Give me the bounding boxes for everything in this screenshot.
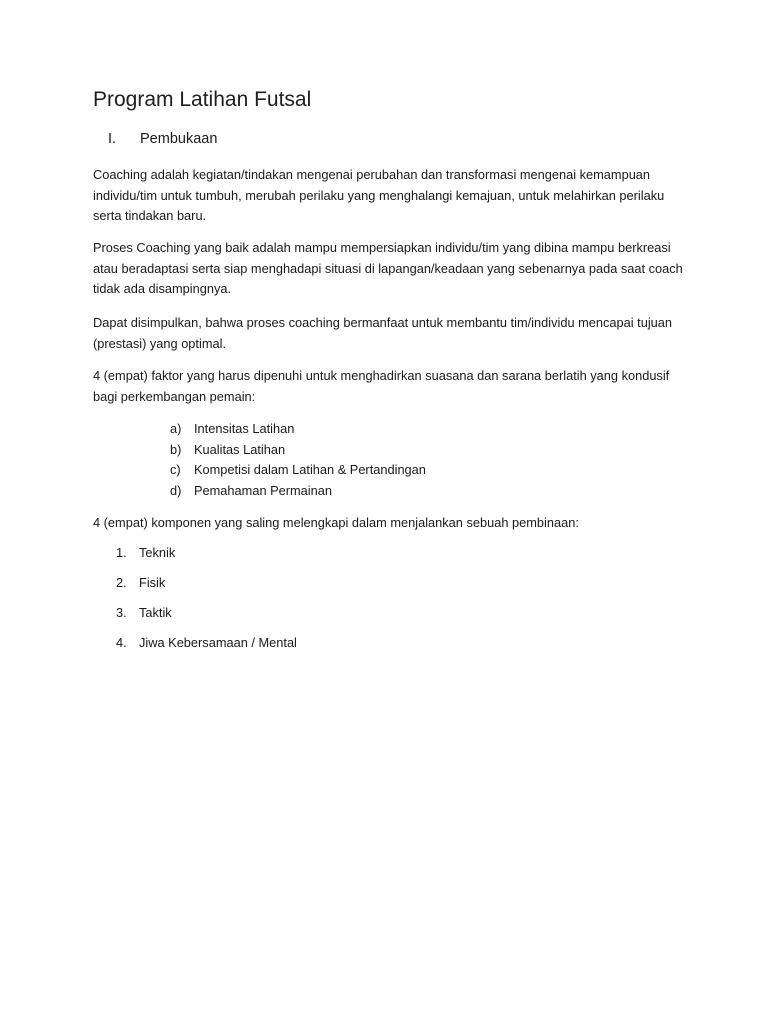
list-marker: 2. — [116, 575, 127, 590]
list-item-text: Kualitas Latihan — [194, 441, 286, 457]
document-title: Program Latihan Futsal — [93, 88, 312, 111]
section-number: I. — [108, 131, 117, 147]
paragraph-factors-intro: 4 (empat) faktor yang harus dipenuhi untuk menghadirkan suasana dan sarana berlatih yang kondusif bagi perkembangan pemain: — [93, 368, 670, 404]
list-item-text: Fisik — [139, 575, 166, 590]
list-marker: 4. — [116, 635, 127, 650]
list-item-text: Intensitas Latihan — [194, 421, 295, 436]
list-item-text: Pemahaman Permainan — [194, 482, 332, 498]
list-marker: a) — [170, 421, 182, 436]
paragraph-coaching-process: Proses Coaching yang baik adalah mampu mempersiapkan individu/tim yang dibina mampu berkreasi atau beradaptasi serta siap menghadapi situasi di lapangan/keadaan yang sebenarnya pada saat coach tidak ada disampingnya. — [93, 240, 683, 296]
list-item-text: Jiwa Kebersamaan / Mental — [139, 635, 297, 650]
list-item-text: Taktik — [139, 605, 172, 620]
paragraph-components-intro: 4 (empat) komponen yang saling melengkapi dalam menjalankan sebuah pembinaan: — [93, 515, 579, 530]
list-item-text: Kompetisi dalam Latihan & Pertandingan — [194, 462, 426, 477]
list-marker: 3. — [116, 605, 127, 620]
list-marker: 1. — [116, 545, 127, 560]
section-label: Pembukaan — [140, 131, 218, 147]
list-marker: c) — [170, 462, 181, 477]
paragraph-coaching-definition: Coaching adalah kegiatan/tindakan mengenai perubahan dan transformasi mengenai kemampuan individu/tim untuk tumbuh, merubah perilaku yang menghalangi kemajuan, untuk melahirkan perilaku serta tindakan baru. — [93, 167, 665, 223]
list-item-text: Teknik — [139, 545, 176, 560]
list-marker: d) — [170, 482, 182, 498]
paragraph-conclusion: Dapat disimpulkan, bahwa proses coaching bermanfaat untuk membantu tim/individu mencapai tujuan (prestasi) yang optimal. — [93, 315, 673, 351]
list-marker: b) — [170, 441, 182, 457]
